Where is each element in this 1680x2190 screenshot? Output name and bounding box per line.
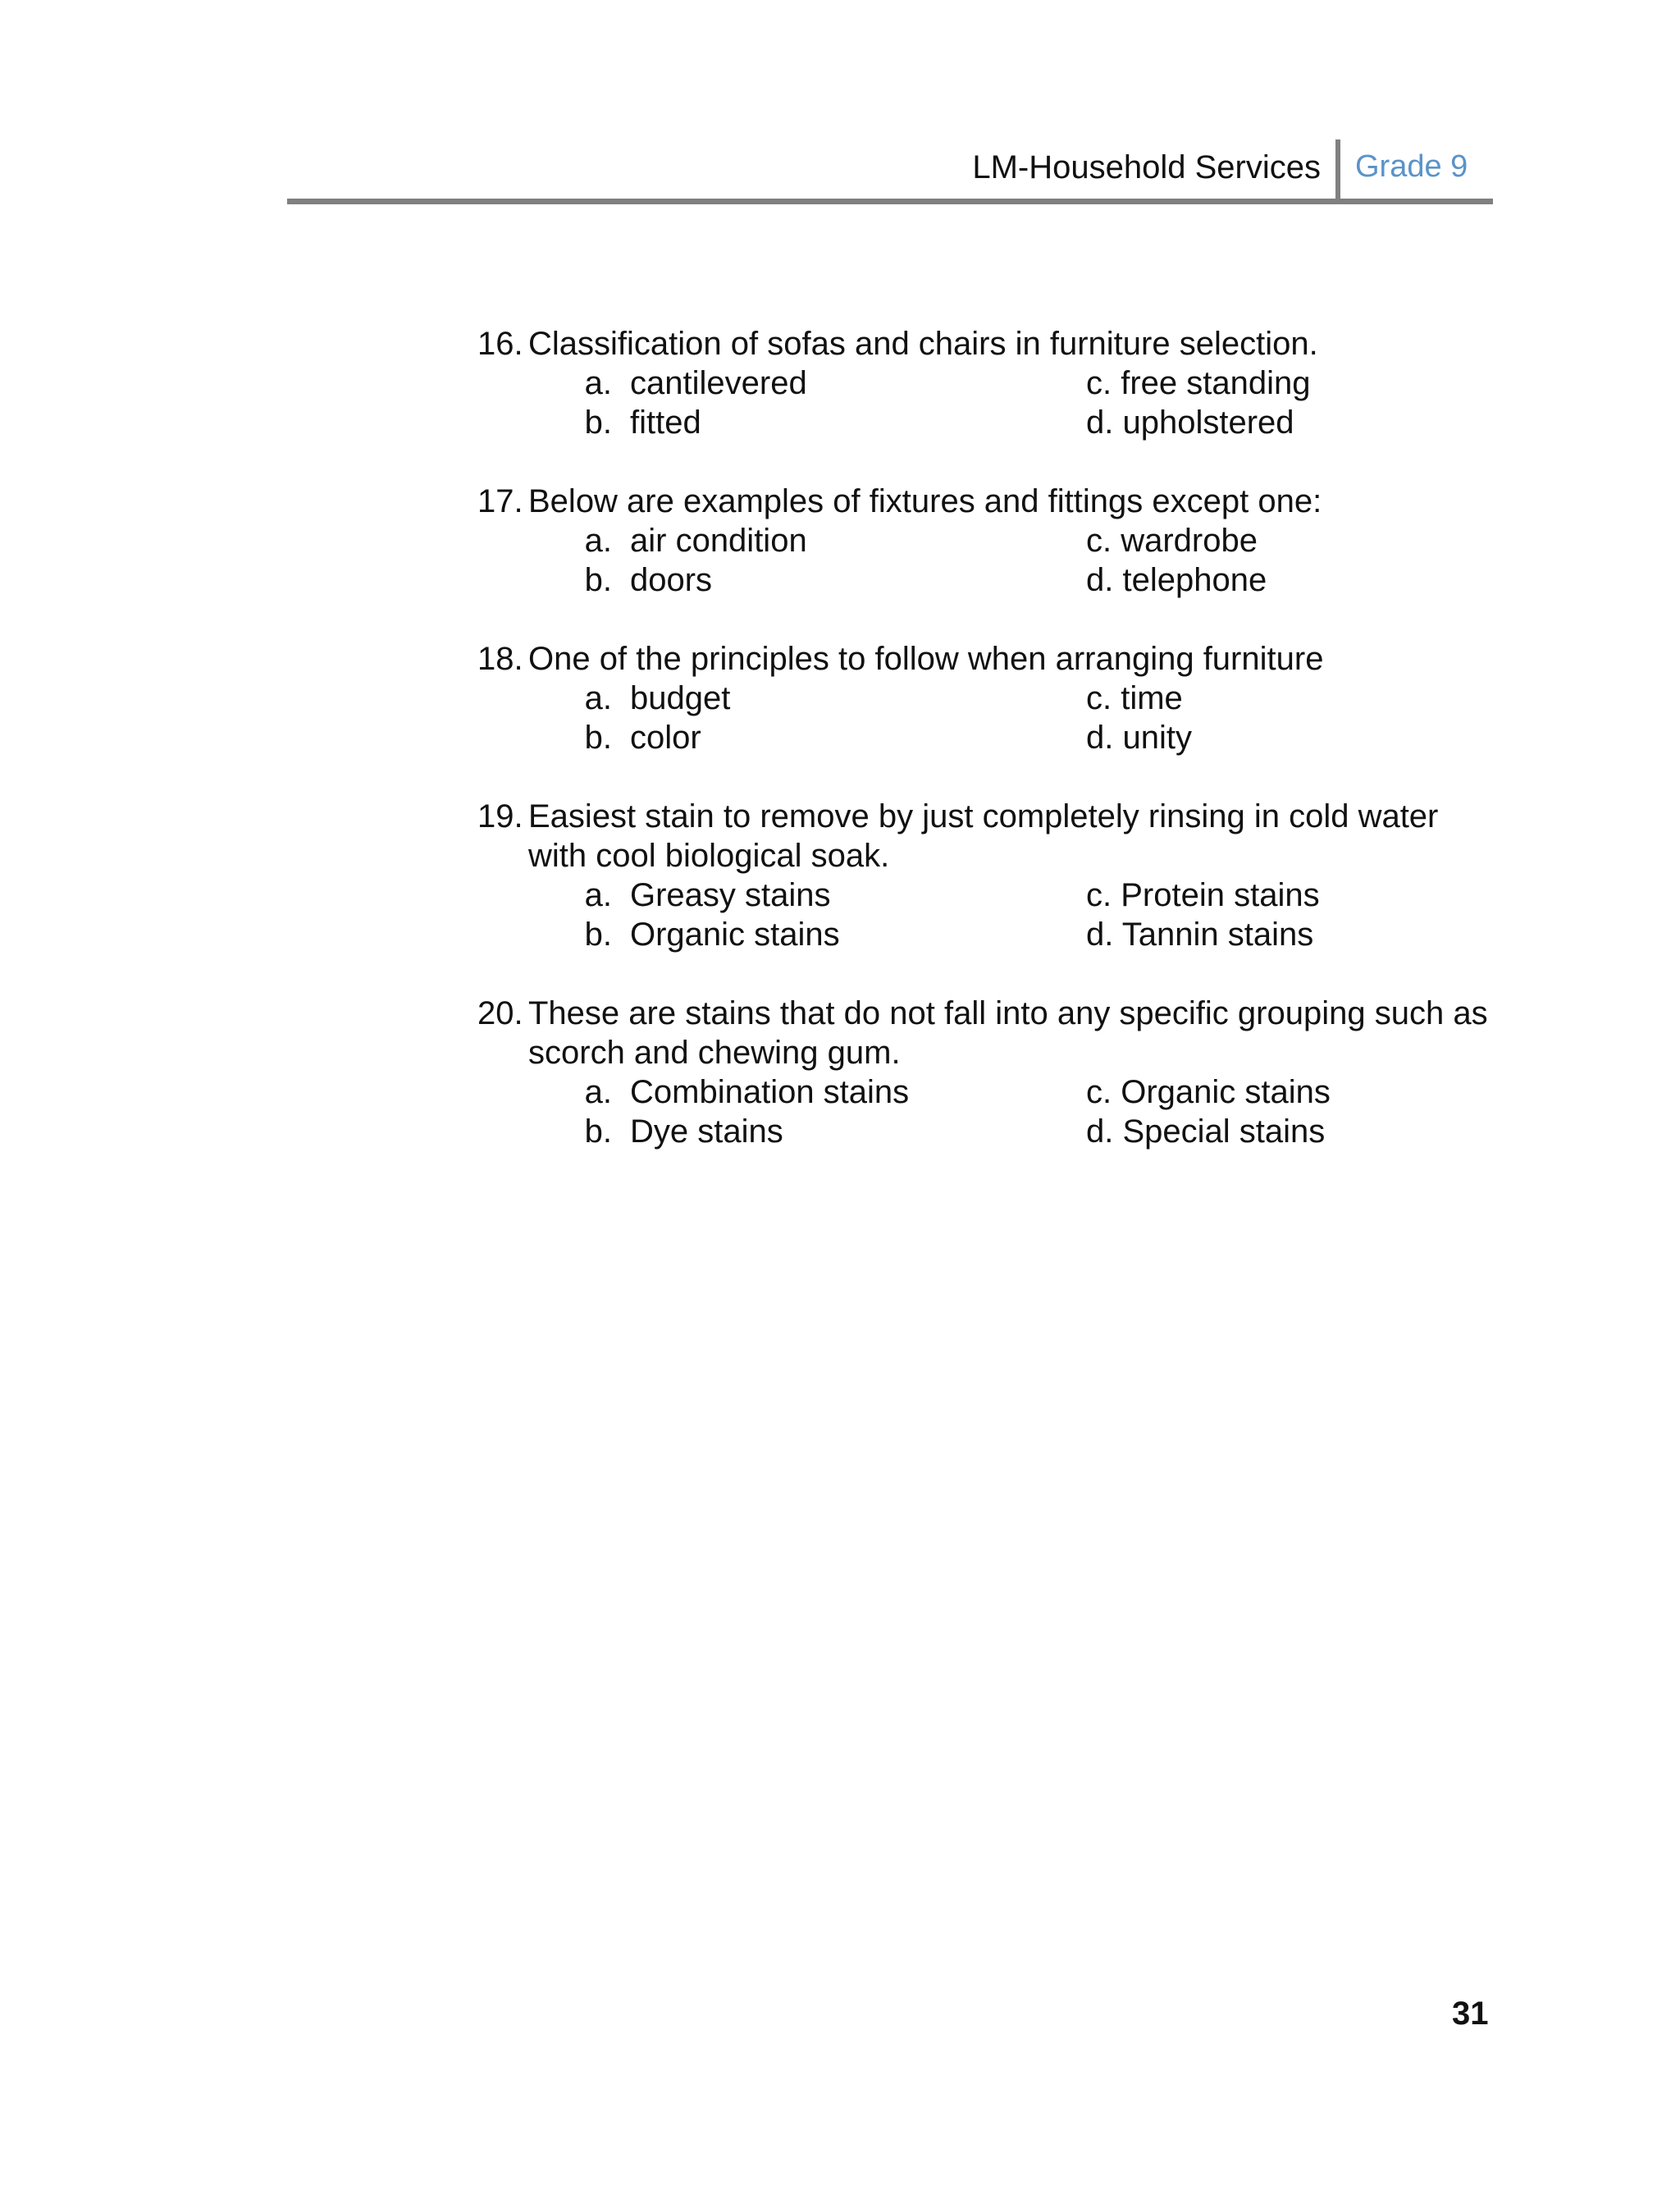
- option-d: d. upholstered: [1086, 405, 1294, 441]
- question-19: [477, 797, 1495, 954]
- option-text: Dye stains: [630, 1113, 783, 1150]
- option-b: [584, 1112, 1086, 1151]
- option-text: Organic stains: [630, 917, 840, 953]
- question-stem: [477, 639, 1495, 679]
- option-letter: b.: [584, 405, 612, 441]
- option-c: c. wardrobe: [1086, 523, 1258, 559]
- question-number: 17.: [477, 483, 523, 519]
- option-letter: a.: [584, 877, 612, 913]
- question-text: One of the principles to follow when arranging furniture: [528, 641, 1324, 677]
- question-text: Classification of sofas and chairs in furniture selection.: [528, 326, 1318, 362]
- header-divider: [1335, 139, 1340, 202]
- question-number: 18.: [477, 641, 523, 677]
- question-number: 16.: [477, 326, 523, 362]
- option-d: d. unity: [1086, 720, 1192, 756]
- option-text: cantilevered: [630, 365, 807, 401]
- option-text: fitted: [630, 405, 701, 441]
- option-text: doors: [630, 562, 713, 598]
- option-letter: b.: [584, 917, 612, 953]
- option-b: [584, 560, 1086, 600]
- header-title: LM-Household Services: [972, 149, 1321, 185]
- question-number: 19.: [477, 798, 523, 834]
- option-letter: a.: [584, 523, 612, 559]
- question-text: Below are examples of fixtures and fittings except one:: [528, 483, 1322, 519]
- option-d: d. telephone: [1086, 562, 1267, 598]
- option-text: Combination stains: [630, 1074, 910, 1110]
- question-text: These are stains that do not fall into any specific grouping such as scorch and chewing gum.: [528, 995, 1488, 1071]
- option-b: [584, 915, 1086, 954]
- options: [584, 363, 1495, 442]
- option-d: d. Special stains: [1086, 1113, 1326, 1150]
- option-letter: b.: [584, 1113, 612, 1150]
- option-a: [584, 1072, 1086, 1112]
- option-text: budget: [630, 680, 731, 716]
- question-text: Easiest stain to remove by just completely rinsing in cold water with cool biological soak.: [528, 798, 1439, 874]
- question-list: [477, 324, 1495, 1191]
- option-c: c. free standing: [1086, 365, 1311, 401]
- option-letter: a.: [584, 365, 612, 401]
- option-a: [584, 363, 1086, 403]
- options: [584, 679, 1495, 757]
- option-text: color: [630, 720, 701, 756]
- options: [584, 876, 1495, 954]
- option-letter: b.: [584, 720, 612, 756]
- option-letter: a.: [584, 680, 612, 716]
- option-a: [584, 876, 1086, 915]
- option-c: c. time: [1086, 680, 1183, 716]
- option-letter: b.: [584, 562, 612, 598]
- option-text: air condition: [630, 523, 807, 559]
- header-rule: [287, 199, 1493, 204]
- page-number: 31: [1452, 1996, 1489, 2032]
- question-stem: [477, 994, 1495, 1072]
- question-17: [477, 482, 1495, 600]
- option-a: [584, 679, 1086, 718]
- question-number: 20.: [477, 995, 523, 1031]
- question-stem: [477, 482, 1495, 521]
- page-header: [287, 139, 1493, 203]
- options: [584, 521, 1495, 600]
- question-18: [477, 639, 1495, 757]
- option-letter: a.: [584, 1074, 612, 1110]
- option-text: Greasy stains: [630, 877, 831, 913]
- option-c: c. Protein stains: [1086, 877, 1320, 913]
- options: [584, 1072, 1495, 1151]
- option-a: [584, 521, 1086, 560]
- question-20: [477, 994, 1495, 1151]
- option-b: [584, 403, 1086, 442]
- option-b: [584, 718, 1086, 757]
- question-16: [477, 324, 1495, 442]
- question-stem: [477, 797, 1495, 876]
- option-d: d. Tannin stains: [1086, 917, 1314, 953]
- option-c: c. Organic stains: [1086, 1074, 1331, 1110]
- question-stem: [477, 324, 1495, 363]
- header-grade: Grade 9: [1355, 149, 1468, 184]
